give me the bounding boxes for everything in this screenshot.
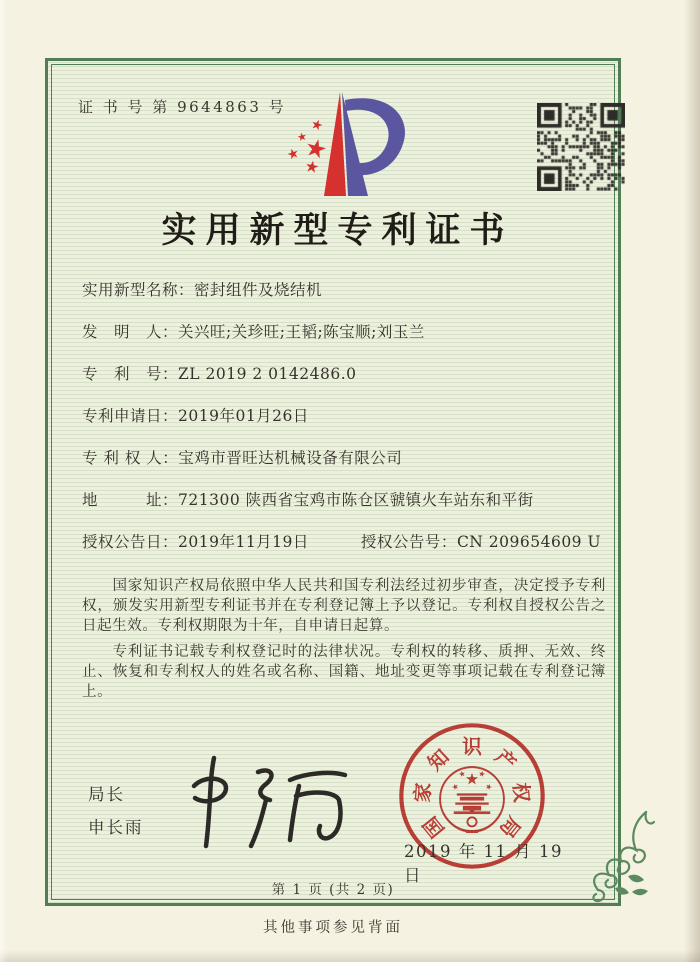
seal-char: 识 [462, 734, 482, 759]
legal-paragraph-2: 专利证书记载专利权登记时的法律状况。专利权的转移、质押、无效、终止、恢复和专利权人的姓名或名称、国籍、地址变更等事项记载在专利登记簿上。 [82, 644, 606, 700]
seal-char: 国 [417, 811, 450, 843]
field-grant-date [82, 534, 309, 550]
field-label: 专 利 权 人： [82, 449, 179, 467]
field-label: 授权公告号： [360, 533, 457, 551]
field-patent-number [82, 366, 606, 382]
photo-edge-shadow-bottom [0, 950, 700, 962]
field-filing-date [82, 408, 606, 424]
field-label: 发 明 人： [82, 323, 179, 341]
field-grant-number [361, 534, 601, 550]
seal-char: 家 [409, 781, 436, 804]
field-value: 721300 陕西省宝鸡市陈仓区虢镇火车站东和平街 [178, 491, 534, 509]
field-value: ZL 2019 2 0142486.0 [178, 365, 357, 383]
seal-char: 局 [494, 811, 527, 843]
director-block [88, 778, 144, 844]
field-value: 2019年01月26日 [178, 407, 309, 425]
qr-code [537, 103, 625, 191]
photo-edge-shadow-right [684, 0, 700, 962]
director-title: 局长 [88, 785, 125, 804]
certificate-body [82, 282, 606, 708]
field-value: 关兴旺;关珍旺;王韬;陈宝顺;刘玉兰 [178, 323, 425, 341]
field-value: CN 209654609 U [456, 533, 602, 551]
field-label: 地 址： [82, 491, 179, 509]
field-label: 专利申请日： [82, 407, 179, 425]
seal-date: 2019 年 11 月 19 日 [404, 842, 563, 885]
field-value: 密封组件及烧结机 [194, 281, 323, 299]
field-patentee [82, 450, 606, 466]
seal-char: 产 [490, 744, 522, 776]
director-signature [180, 750, 360, 852]
field-label: 授权公告日： [82, 533, 179, 551]
seal-char: 知 [422, 744, 454, 776]
field-value: 2019年11月19日 [178, 533, 309, 551]
photo-edge-highlight-left [0, 0, 8, 962]
page-number: 第 1 页 (共 2 页) [271, 882, 395, 898]
director-name: 申长雨 [88, 818, 144, 837]
seal-char: 权 [508, 781, 535, 804]
field-inventors [82, 324, 606, 340]
field-address [82, 492, 606, 508]
national-emblem-icon [443, 770, 501, 832]
legal-paragraphs [82, 576, 606, 702]
field-label: 实用新型名称： [82, 281, 195, 299]
field-grant-row [82, 534, 606, 550]
cnipa-logo-icon [276, 90, 428, 198]
field-utility-model-name [82, 282, 606, 298]
legal-paragraph-1: 国家知识产权局依照中华人民共和国专利法经过初步审查，决定授予专利权，颁发实用新型专利证书并在专利登记簿上予以登记。专利权自授权公告之日起生效。专利权期限为十年，自申请日起算。 [82, 578, 606, 634]
field-value: 宝鸡市晋旺达机械设备有限公司 [178, 449, 403, 467]
certificate-title: 实用新型专利证书 [161, 210, 514, 251]
back-note: 其他事项参见背面 [263, 920, 403, 936]
field-label: 专 利 号： [82, 365, 179, 383]
certificate-number: 证 书 号 第 9644863 号 [78, 98, 287, 116]
